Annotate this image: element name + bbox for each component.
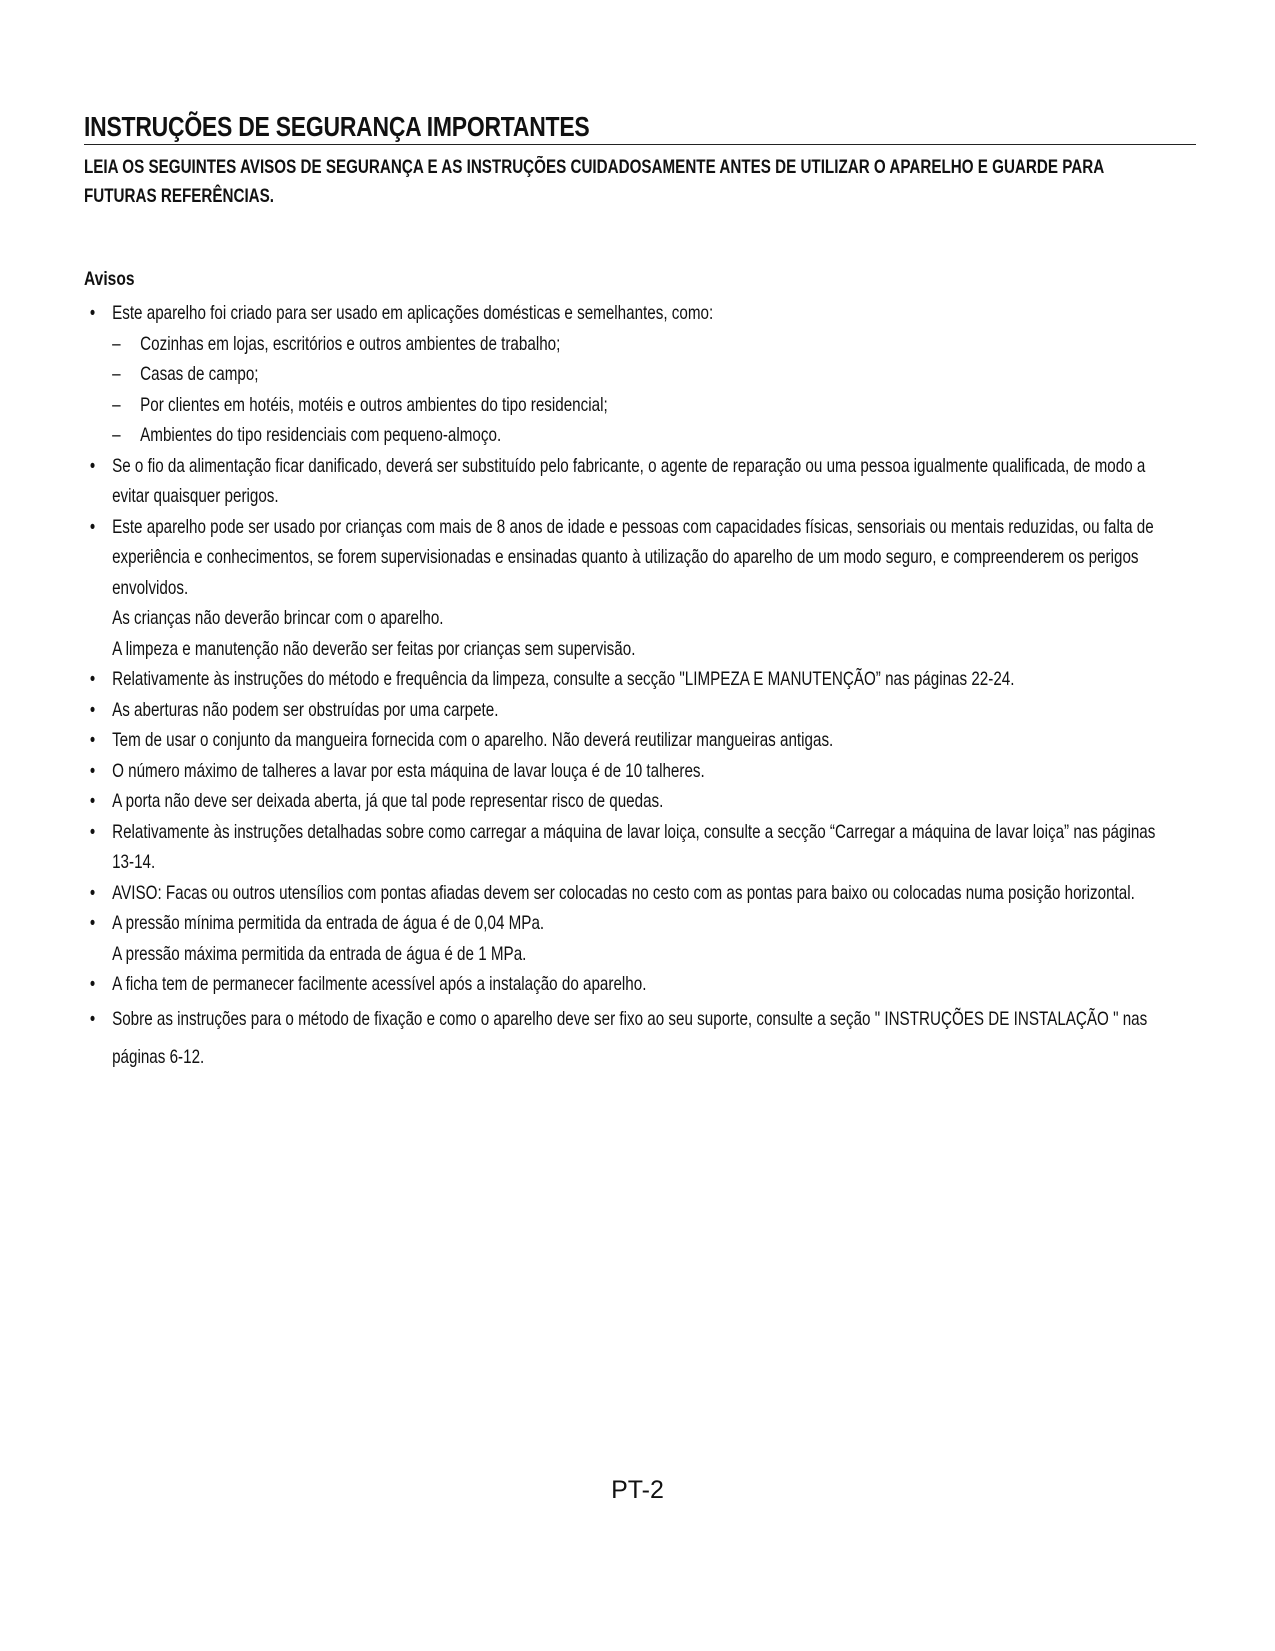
list-subitem xyxy=(84,420,1160,451)
bullet-icon: • xyxy=(89,729,96,751)
list-subitem-text: Por clientes em hotéis, motéis e outros ambientes do tipo residencial; xyxy=(140,393,608,416)
dash-icon: – xyxy=(112,363,121,385)
list-subitem xyxy=(84,359,1160,390)
bullet-icon: • xyxy=(89,759,96,782)
bullet-icon: • xyxy=(89,790,96,812)
bullet-icon: • xyxy=(89,668,96,690)
list-item xyxy=(84,664,1160,695)
bullet-icon: • xyxy=(89,912,96,934)
bullet-icon: • xyxy=(89,454,96,477)
dash-icon: – xyxy=(112,424,121,446)
list-item xyxy=(84,695,1160,726)
section-heading-avisos: Avisos xyxy=(84,269,135,290)
bullet-icon: • xyxy=(89,302,96,324)
list-item-text: Sobre as instruções para o método de fixação e como o aparelho deve ser fixo ao seu suporte, consulte a seção " INSTRUÇÕES DE INSTALAÇÃO " nas páginas 6-12. xyxy=(112,1007,1148,1068)
document-page xyxy=(84,110,1196,1076)
warnings-list xyxy=(84,298,1160,1076)
list-item-text: Relativamente às instruções detalhadas sobre como carregar a máquina de lavar loiça, consulte a secção “Carregar a máquina de lavar loiça” nas páginas 13-14. xyxy=(112,820,1156,873)
list-item xyxy=(84,969,1160,1000)
list-item xyxy=(84,817,1160,878)
page-subtitle: LEIA OS SEGUINTES AVISOS DE SEGURANÇA E AS INSTRUÇÕES CUIDADOSAMENTE ANTES DE UTILIZAR O APARELHO E GUARDE PARA FUTURAS REFERÊNCIAS. xyxy=(84,157,1104,207)
list-item xyxy=(84,512,1160,665)
list-item xyxy=(84,298,1160,329)
bullet-icon: • xyxy=(89,698,96,721)
bullet-icon: • xyxy=(89,973,96,995)
dash-icon: – xyxy=(112,393,121,416)
title-underline xyxy=(84,144,1196,145)
list-item-text: As aberturas não podem ser obstruídas por uma carpete. xyxy=(112,698,499,721)
list-item xyxy=(84,451,1160,512)
bullet-icon: • xyxy=(89,515,96,538)
list-item-text: Se o fio da alimentação ficar danificado, deverá ser substituído pelo fabricante, o agente de reparação ou uma pessoa igualmente qualificada, de modo a evitar quaisquer perigos. xyxy=(112,454,1146,507)
list-item xyxy=(84,786,1160,817)
list-item-text: Este aparelho foi criado para ser usado em aplicações domésticas e semelhantes, como: xyxy=(112,302,714,324)
list-item-text: A ficha tem de permanecer facilmente acessível após a instalação do aparelho. xyxy=(112,973,647,995)
list-subitem xyxy=(84,329,1160,360)
list-item xyxy=(84,725,1160,756)
bullet-icon: • xyxy=(89,820,96,843)
page-number: PT-2 xyxy=(611,1476,664,1504)
list-item-text: Tem de usar o conjunto da mangueira fornecida com o aparelho. Não deverá reutilizar mangueiras antigas. xyxy=(112,729,834,751)
list-subitem-text: Casas de campo; xyxy=(140,363,259,385)
list-subitem-text: Ambientes do tipo residenciais com pequeno-almoço. xyxy=(140,424,502,446)
list-item-text: AVISO: Facas ou outros utensílios com pontas afiadas devem ser colocadas no cesto com as pontas para baixo ou colocadas numa posição horizontal. xyxy=(112,881,1135,904)
list-item-extra-line: A pressão máxima permitida da entrada de água é de 1 MPa. xyxy=(112,942,527,965)
list-item xyxy=(84,1000,1160,1076)
list-item xyxy=(84,756,1160,787)
list-subitem xyxy=(84,390,1160,421)
list-item xyxy=(84,878,1160,909)
list-item-text: Este aparelho pode ser usado por crianças com mais de 8 anos de idade e pessoas com capacidades físicas, sensoriais ou mentais reduzidas, ou falta de experiência e conhecimentos, se forem supervisionadas e ensinadas quanto à utilização do aparelho de um modo seguro, e compreenderem os perigos envolvidos. xyxy=(112,515,1154,599)
list-item xyxy=(84,908,1160,969)
list-item-extra-line: A limpeza e manutenção não deverão ser feitas por crianças sem supervisão. xyxy=(112,637,636,660)
list-item-extra-line: As crianças não deverão brincar com o aparelho. xyxy=(112,607,444,629)
bullet-icon: • xyxy=(89,1007,96,1030)
dash-icon: – xyxy=(112,332,121,355)
list-item-text: O número máximo de talheres a lavar por esta máquina de lavar louça é de 10 talheres. xyxy=(112,759,705,782)
list-item-text: Relativamente às instruções do método e frequência da limpeza, consulte a secção "LIMPEZA E MANUTENÇÃO” nas páginas 22-24. xyxy=(112,668,1015,690)
list-item-text: A porta não deve ser deixada aberta, já que tal pode representar risco de quedas. xyxy=(112,790,664,812)
page-title: INSTRUÇÕES DE SEGURANÇA IMPORTANTES xyxy=(84,111,590,142)
list-item-text: A pressão mínima permitida da entrada de água é de 0,04 MPa. xyxy=(112,912,545,934)
list-subitem-text: Cozinhas em lojas, escritórios e outros ambientes de trabalho; xyxy=(140,332,561,355)
bullet-icon: • xyxy=(89,881,96,904)
